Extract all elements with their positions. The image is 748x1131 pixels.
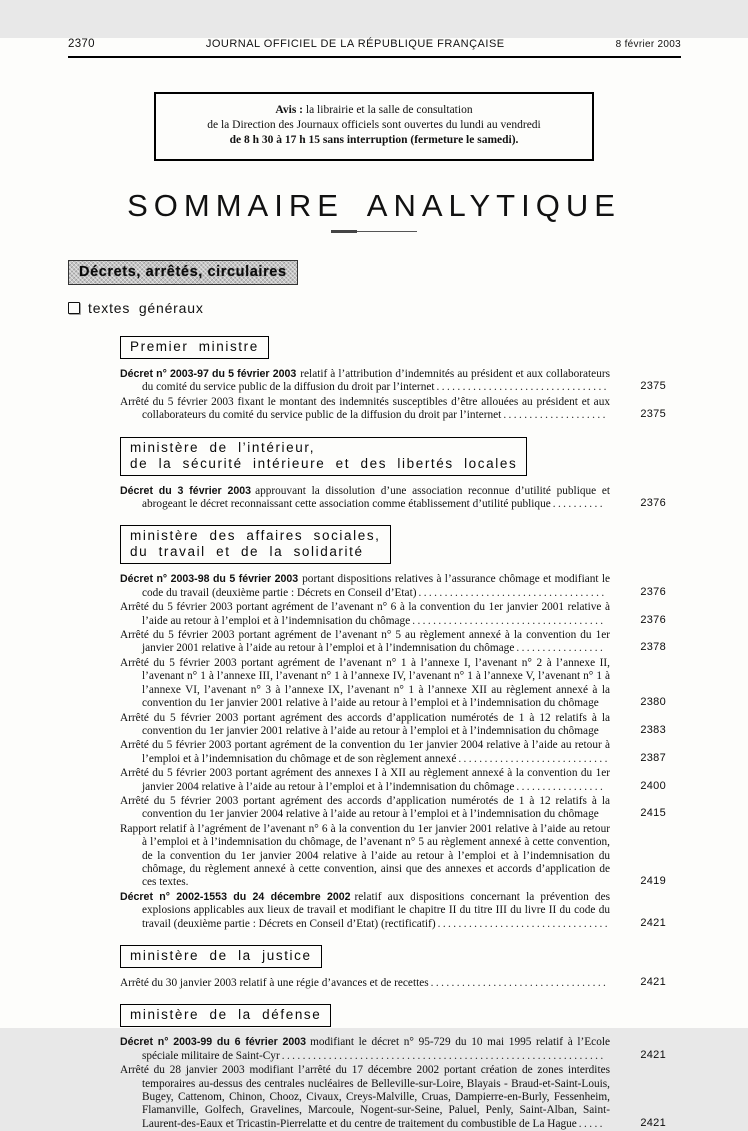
dot-leader: ..........: [552, 498, 605, 511]
entry-page-number: 2383: [640, 723, 666, 736]
ministry-heading-line: Premier ministre: [130, 339, 259, 354]
notice-box: [154, 92, 594, 161]
entry-text: modifiant le décret n° 95-729 du 10 mai 1995 relatif à l’Ecole spéciale militaire de Saint-Cyr: [142, 1036, 610, 1062]
dot-leader: .................................: [437, 917, 610, 930]
toc-entry: [120, 739, 666, 766]
entry-lead: Décret n° 2003-99 du 6 février 2003: [120, 1036, 307, 1049]
page-number: 2370: [68, 38, 95, 50]
toc-entry: [120, 1036, 666, 1063]
entry-text: Arrêté du 5 février 2003 portant agrément des accords d’application numérotés de 1 à 12 relatifs à la convention du 1er janvier 2004 relative à l’aide au retour à l’emploi et à l’indemnisation du chômage: [120, 794, 610, 821]
ministry-heading-line: ministère des affaires sociales,: [130, 528, 381, 544]
ministry-heading-line: ministère de la justice: [130, 948, 312, 963]
entry-page-number: 2421: [640, 1048, 666, 1061]
ministry-heading-line: de la sécurité intérieure et des libertés locales: [130, 455, 518, 471]
toc-entry: [120, 396, 666, 423]
entry-lead: Décret n° 2003-98 du 5 février 2003: [120, 573, 299, 586]
entry-page-number: 2387: [640, 751, 666, 764]
entry-text: Arrêté du 5 février 2003 fixant le montant des indemnités susceptibles d’être allouées au président et aux collaborateurs du comité du service public de la diffusion du droit par l’internet: [120, 395, 610, 422]
entry-text: approuvant la dissolution d’une association reconnue d’utilité publique et abrogeant le décret reconnaissant cette association comme établissement d’utilité publique: [142, 484, 610, 511]
entry-text: Arrêté du 5 février 2003 portant agrément des accords d’application numérotés de 1 à 12 relatifs à la convention du 1er janvier 2001 relative à l’aide au retour à l’emploi et à l’indemnisation du chômage: [120, 711, 610, 737]
entry-text: relatif aux dispositions concernant la prévention des explosions applicables aux lieux de travail et modifiant le chapitre II du titre III du livre II du code du travail (deuxième partie : Décrets en Conseil d’Etat) (rectificatif): [142, 890, 610, 930]
journal-title: JOURNAL OFFICIEL DE LA RÉPUBLIQUE FRANÇAISE: [205, 38, 505, 50]
ministry-heading: [120, 437, 527, 476]
dot-leader: ..................................: [430, 977, 609, 989]
entry-text: Arrêté du 5 février 2003 portant agrément de l’avenant n° 6 à la convention du 1er janvier 2001 relative à l’aide au retour à l’emploi et à l’indemnisation du chômage: [120, 601, 610, 627]
title-ornament: [331, 231, 417, 232]
dot-leader: .................................: [436, 381, 609, 394]
square-bullet-icon: [68, 302, 80, 314]
sections: [120, 334, 666, 1131]
entry-text: Arrêté du 5 février 2003 portant agrément des annexes I à XII au règlement annexé à la convention du 1er janvier 2004 relative à l’aide au retour à l’emploi et à l’indemnisation du chômage: [120, 767, 610, 793]
notice-line-1-rest: la librairie et la salle de consultation: [303, 104, 473, 116]
toc-entry: [120, 712, 666, 739]
entry-page-number: 2376: [640, 585, 666, 598]
journal-page: [0, 38, 748, 1130]
toc-entry: [120, 891, 666, 931]
toc-entry: [120, 823, 666, 890]
entry-page-number: 2421: [640, 1116, 666, 1129]
entry-text: portant dispositions relatives à l’assurance chômage et modifiant le code du travail (deuxième partie : Décrets en Conseil d’Etat): [142, 573, 611, 599]
dot-leader: .................: [516, 780, 606, 793]
entry-page-number: 2375: [640, 408, 666, 421]
issue-date: 8 février 2003: [615, 39, 681, 50]
dot-leader: .............................: [458, 752, 610, 765]
dot-leader: .................: [516, 642, 606, 655]
subsection-header: [68, 300, 748, 316]
dot-leader: ....................................: [418, 586, 607, 599]
ministry-heading-line: ministère de la défense: [130, 1007, 322, 1023]
entry-page-number: 2376: [640, 613, 666, 626]
toc-entry: [120, 573, 666, 600]
dot-leader: ....................: [503, 409, 608, 422]
notice-avis-label: Avis :: [275, 104, 303, 116]
notice-line-2: de la Direction des Journaux officiels sont ouvertes du lundi au vendredi: [207, 119, 541, 131]
toc-entry: [120, 629, 666, 656]
entry-text: Arrêté du 5 février 2003 portant agrément de la convention du 1er janvier 2004 relative à l’aide au retour à l’emploi et à l’indemnisation du chômage et de son règlement annexé: [120, 739, 610, 765]
ministry-heading-line: ministère de l’intérieur,: [130, 439, 316, 455]
subsection-label: textes généraux: [88, 300, 204, 316]
notice-line-1: [170, 103, 578, 118]
toc-entry: [120, 767, 666, 794]
entry-page-number: 2376: [640, 497, 666, 510]
entry-page-number: 2421: [640, 976, 666, 988]
entry-lead: Décret n° 2003-97 du 5 février 2003: [120, 368, 297, 380]
entry-lead: Décret n° 2002-1553 du 24 décembre 2002: [120, 890, 351, 903]
header-divider: [68, 56, 681, 58]
ministry-heading: [120, 336, 269, 359]
entry-page-number: 2375: [640, 380, 666, 393]
ministry-heading: [120, 525, 391, 564]
toc-entry: [120, 977, 666, 990]
entry-text: Arrêté du 28 janvier 2003 modifiant l’arrêté du 17 décembre 2002 portant création de zones interdites temporaires au-dessus des centrales nucléaires de Belleville-sur-Loire, Blayais - Braud-et-Saint-Louis, Bugey, Cattenom, Chinon, Chooz, Civaux, Creys-Malville, Cruas, Dampierre-en-Burly, Fessenheim, Flamanville, Golfech, Gravelines, Marcoule, Nogent-sur-Seine, Paluel, Penly, Saint-Alban, Saint-Laurent-des-Eaux et Tricastin-Pierrelatte et du centre de traitement du combustible de La Hague: [120, 1064, 610, 1130]
toc-entry: [120, 795, 666, 822]
section-banner: Décrets, arrêtés, circulaires: [68, 260, 298, 285]
entry-page-number: 2378: [640, 641, 666, 654]
entry-page-number: 2400: [640, 779, 666, 792]
toc-entry: [120, 485, 666, 512]
running-head: [68, 38, 681, 50]
dot-leader: ..............................................................: [281, 1049, 606, 1062]
entry-page-number: 2419: [640, 875, 666, 888]
entry-page-number: 2421: [640, 916, 666, 929]
entry-text: Arrêté du 5 février 2003 portant agrément de l’avenant n° 5 au règlement annexé à la convention du 1er janvier 2001 relative à l’aide au retour à l’emploi et à l’indemnisation du chômage: [120, 629, 610, 655]
entry-page-number: 2380: [640, 696, 666, 709]
toc-entry: [120, 368, 666, 395]
dot-leader: .....................................: [412, 614, 606, 627]
ministry-heading: [120, 1004, 331, 1027]
entry-text: Arrêté du 30 janvier 2003 relatif à une régie d’avances et de recettes: [120, 977, 429, 989]
notice-line-3: de 8 h 30 à 17 h 15 sans interruption (fermeture le samedi).: [229, 134, 519, 146]
entry-text: relatif à l’attribution d’indemnités au président et aux collaborateurs du comité du service public de la diffusion du droit par l’internet: [142, 368, 611, 394]
dot-leader: .....: [578, 1117, 605, 1130]
toc-entry: [120, 657, 666, 711]
entry-text: Rapport relatif à l’agrément de l’avenant n° 6 à la convention du 1er janvier 2001 relative à l’aide au retour à l’emploi et à l’indemnisation du chômage, de l’avenant n° 5 au règlement annexé à cette convention, de la convention du 1er janvier 2004 relative à l’aide au retour à l’emploi et à l’indemnisation du chômage, du règlement annexé à cette convention, ainsi que des annexes et accords d’application de ces textes.: [120, 822, 610, 889]
ministry-heading: [120, 945, 322, 968]
ministry-heading-line: du travail et de la solidarité: [130, 544, 364, 560]
entry-page-number: 2415: [640, 807, 666, 820]
entry-lead: Décret du 3 février 2003: [120, 484, 252, 497]
main-title: SOMMAIRE ANALYTIQUE: [127, 188, 621, 223]
entry-text: Arrêté du 5 février 2003 portant agrément de l’avenant n° 1 à l’annexe I, l’avenant n° 2 à l’annexe II, l’avenant n° 1 à l’annexe III, l’avenant n° 1 à l’annexe IV, l’avenant n° 1 à l’annexe V, l’avenant n° 1 à l’annexe VI, l’avenant n° 3 à l’annexe IX, l’avenant n° 1 à l’annexe XII au règlement annexé à la convention du 1er janvier 2001 relative à l’aide au retour à l’emploi et à l’indemnisation du chômage: [120, 656, 610, 710]
toc-entry: [120, 1064, 666, 1131]
toc-entry: [120, 601, 666, 628]
